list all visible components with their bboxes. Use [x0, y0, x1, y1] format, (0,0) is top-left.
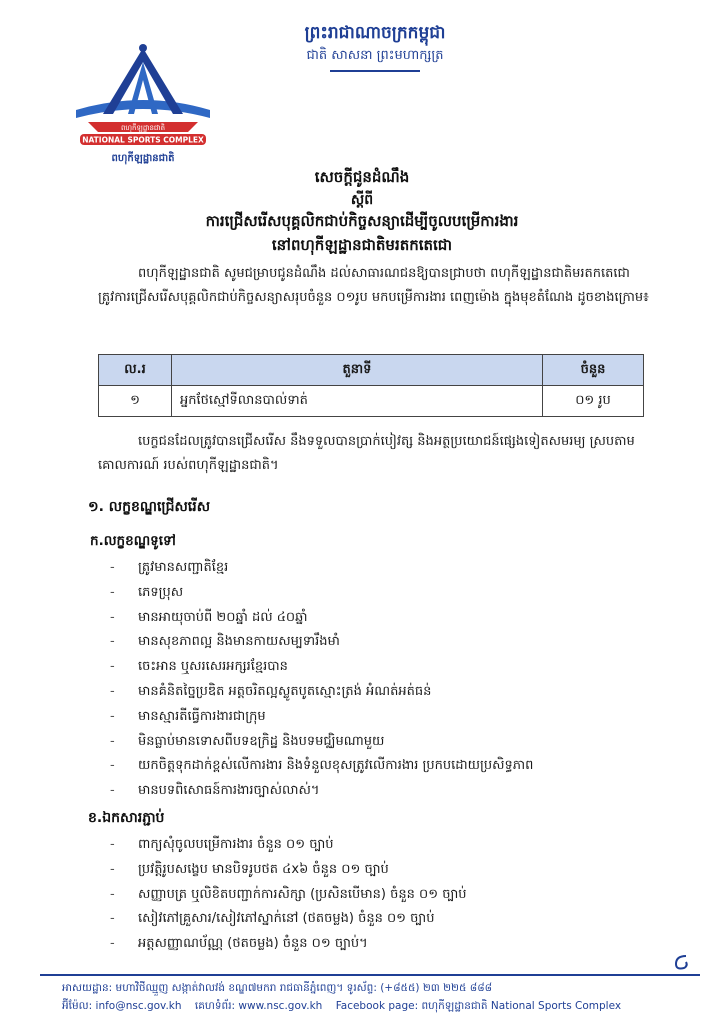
- svg-text:NATIONAL SPORTS COMPLEX: NATIONAL SPORTS COMPLEX: [82, 135, 204, 145]
- table-header-position: តួនាទី: [172, 355, 543, 386]
- list-item: - មានគំនិតច្នៃប្រឌិត អត្តចរិតល្អស្លូតបូតស្មោះត្រង់ អំណត់អត់ធន់: [110, 680, 533, 705]
- table-header-row: [99, 355, 644, 386]
- table-cell-position: អ្នកថែស្មៅទីលានបាល់ទាត់: [172, 386, 543, 417]
- attached-documents-list: [110, 833, 467, 957]
- positions-table: [98, 354, 644, 417]
- footer-divider: [40, 974, 700, 976]
- svg-text:ពហុកីឡដ្ឋានជាតិ: ពហុកីឡដ្ឋានជាតិ: [120, 124, 166, 132]
- table-row: [99, 386, 644, 417]
- kingdom-heading: ព្រះរាជាណាចក្រកម្ពុជា: [304, 23, 446, 43]
- list-item: - ភេទប្រុស: [110, 581, 533, 606]
- footer-website[interactable]: គេហទំព័រ: www.nsc.gov.kh: [194, 1000, 323, 1012]
- motto-ornament: [330, 70, 420, 72]
- page-ornament-icon: [672, 952, 692, 972]
- attached-documents-heading: ខ.ឯកសារភ្ជាប់: [88, 810, 165, 826]
- list-item: - ចេះអាន ឬសរសេរអក្សរខ្មែរបាន: [110, 655, 533, 680]
- notice-subject-line2: នៅពហុកីឡដ្ឋានជាតិមរតកតេជោ: [271, 236, 453, 254]
- benefits-paragraph: បេក្ខជនដែលត្រូវបានជ្រើសរើស នឹងទទួលបានប្រាក់បៀវត្ស និងអត្ថប្រយោជន៍ផ្សេងទៀតសមរម្យ ស្របតាមគោលការណ៍ របស់ពហុកីឡដ្ឋានជាតិ។: [98, 434, 635, 473]
- general-conditions-heading: ក.លក្ខខណ្ឌទូទៅ: [90, 533, 176, 549]
- national-motto: ជាតិ សាសនា ព្រះមហាក្សត្រ: [306, 48, 444, 63]
- general-conditions-list: [110, 556, 533, 804]
- table-cell-count: ០១ រូប: [543, 386, 644, 417]
- list-item: - មានស្មារតីធ្វើការងារជាក្រុម: [110, 705, 533, 730]
- list-item: - ត្រូវមានសញ្ជាតិខ្មែរ: [110, 556, 533, 581]
- list-item: - មិនធ្លាប់មានទោសពីបទឧក្រិដ្ឋ និងបទមជ្ឈិមណាមួយ: [110, 730, 533, 755]
- footer-facebook[interactable]: Facebook page: ពហុកីឡដ្ឋានជាតិ National Sports Complex: [335, 1000, 622, 1012]
- notice-subject-line1: ការជ្រើសរើសបុគ្គលិកជាប់កិច្ចសន្យាដើម្បីចូលបម្រើការងារ: [205, 212, 519, 230]
- footer-email[interactable]: អ៊ីម៉ែល: info@nsc.gov.kh: [62, 1000, 182, 1012]
- list-item: - សៀវភៅគ្រួសារ/សៀវភៅស្នាក់នៅ (ថតចម្លង) ចំនួន ០១ ច្បាប់: [110, 907, 467, 932]
- section-selection-criteria-heading: ១. លក្ខខណ្ឌជ្រើសរើស: [88, 499, 211, 515]
- list-item: - មានបទពិសោធន៍ការងារច្បាស់លាស់។: [110, 779, 533, 804]
- list-item: - មានអាយុចាប់ពី ២០ឆ្នាំ ដល់ ៤០ឆ្នាំ: [110, 606, 533, 631]
- table-header-count: ចំនួន: [543, 355, 644, 386]
- list-item: - អត្តសញ្ញាណប័ណ្ណ (ថតចម្លង) ចំនួន ០១ ច្បាប់។: [110, 932, 467, 957]
- list-item: - ពាក្យសុំចូលបម្រើការងារ ចំនួន ០១ ច្បាប់: [110, 833, 467, 858]
- national-sports-complex-logo: [68, 40, 218, 168]
- svg-text:ពហុកីឡដ្ឋានជាតិ: ពហុកីឡដ្ឋានជាតិ: [111, 153, 175, 164]
- footer-contacts: [62, 1000, 631, 1015]
- table-header-no: ល.រ: [99, 355, 172, 386]
- footer-address: អាសយដ្ឋាន: មហាវិថីឈ្មួញ សង្កាត់វាលវង់ ខណ្ឌ៧មករា រាជធានីភ្នំពេញ។ ទូរស័ព្ទ: (+៨៥៥) ២៣ ២២៥ ៨៨៨: [62, 982, 493, 994]
- notice-subject-label: ស្តីពី: [350, 192, 374, 208]
- table-cell-no: ១: [99, 386, 172, 417]
- list-item: - សញ្ញាបត្រ ឬលិខិតបញ្ជាក់ការសិក្សា (ប្រសិនបើមាន) ចំនួន ០១ ច្បាប់: [110, 883, 467, 908]
- intro-paragraph: ពហុកីឡដ្ឋានជាតិ សូមជម្រាបជូនដំណឹង ដល់សាធារណជនឱ្យបានជ្រាបថា ពហុកីឡដ្ឋានជាតិមរតកតេជោ ត្រូវការជ្រើសរើសបុគ្គលិកជាប់កិច្ចសន្យាសរុបចំនួន ០១រូប មកបម្រើការងារ ពេញម៉ោង ក្នុងមុខតំណែង ដូចខាងក្រោម៖: [98, 266, 649, 305]
- list-item: - យកចិត្តទុកដាក់ខ្ពស់លើការងារ និងទំនួលខុសត្រូវលើការងារ ប្រកបដោយប្រសិទ្ធភាព: [110, 754, 533, 779]
- list-item: - ប្រវត្តិរូបសង្ខេប មានបិទរូបថត ៤x៦ ចំនួន ០១ ច្បាប់: [110, 858, 467, 883]
- notice-title: សេចក្តីជូនដំណឹង: [314, 168, 410, 186]
- list-item: - មានសុខភាពល្អ និងមានកាយសម្បទារឹងមាំ: [110, 630, 533, 655]
